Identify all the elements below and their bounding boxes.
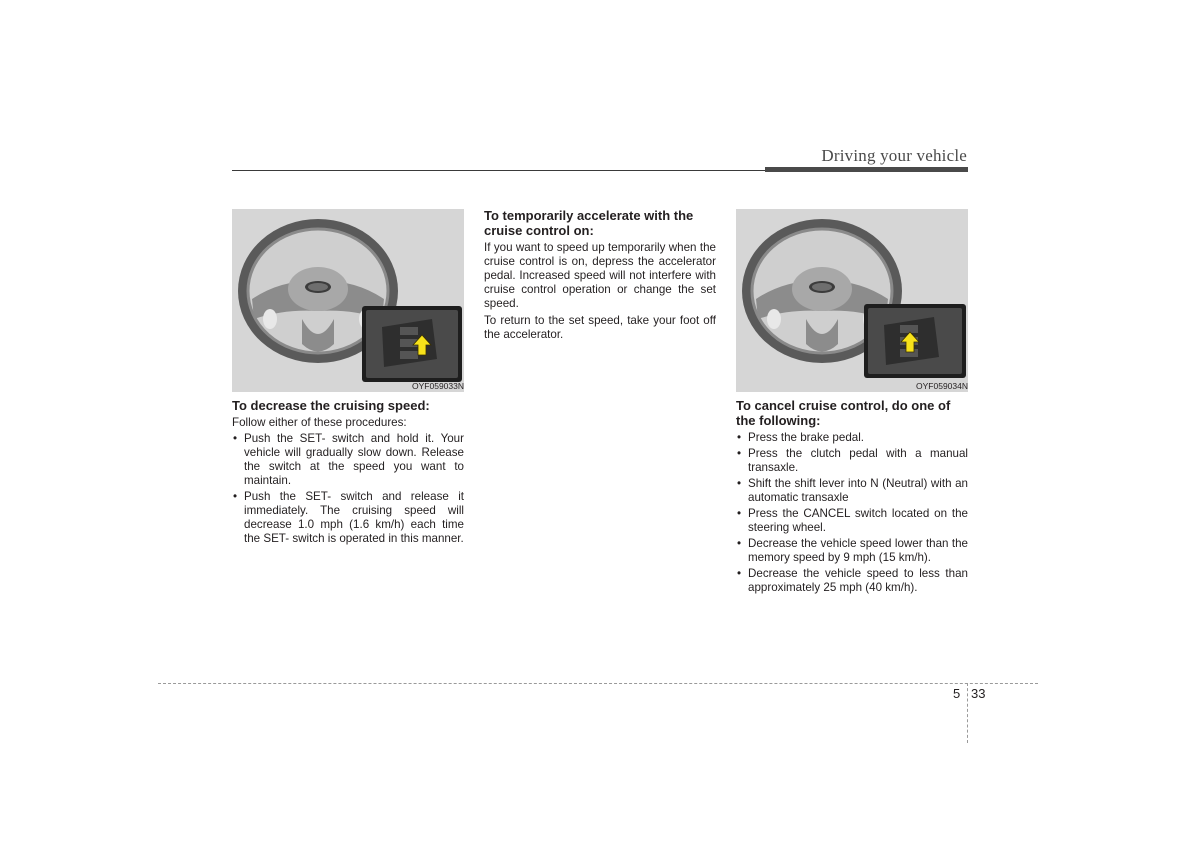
list-item: • Push the SET- switch and hold it. Your vehicle will gradually slow down. Release the switch at the speed you want to maintain.	[233, 432, 464, 487]
bullet-list	[736, 431, 968, 597]
header-rule	[232, 170, 765, 171]
paragraph: To return to the set speed, take your foot off the accelerator.	[484, 314, 716, 341]
list-item: • Shift the shift lever into N (Neutral) with an automatic transaxle	[737, 477, 968, 504]
chapter-number: 5	[953, 686, 961, 701]
running-header: Driving your vehicle	[821, 146, 967, 165]
list-item: • Decrease the vehicle speed lower than the memory speed by 9 mph (15 km/h).	[737, 537, 968, 564]
bullet-list	[232, 432, 464, 548]
footer-rule	[158, 683, 1038, 684]
list-item: • Press the clutch pedal with a manual transaxle.	[737, 447, 968, 474]
section-intro: Follow either of these procedures:	[232, 416, 407, 429]
list-item: • Press the brake pedal.	[737, 431, 865, 444]
page-number: 33	[971, 686, 986, 701]
steering-wheel-image	[736, 209, 968, 392]
figure-code: OYF059033N	[412, 381, 464, 391]
figure-code: OYF059034N	[916, 381, 968, 391]
figure-steering-wheel-1	[232, 209, 464, 392]
section-heading: To cancel cruise control, do one of the following:	[736, 398, 951, 428]
list-item: • Push the SET- switch and release it immediately. The cruising speed will decrease 1.0 mph (1.6 km/h) each time the SET- switch is operated in this manner.	[233, 490, 464, 545]
section-heading: To temporarily accelerate with the cruise control on:	[484, 208, 694, 238]
section-heading: To decrease the cruising speed:	[232, 398, 430, 413]
header-bar	[765, 167, 968, 172]
paragraph: If you want to speed up temporarily when the cruise control is on, depress the accelerator pedal. Increased speed will not interfere with cruise control operation or change the set speed.	[484, 241, 716, 310]
list-item: • Decrease the vehicle speed to less than approximately 25 mph (40 km/h).	[737, 567, 968, 594]
steering-wheel-image	[232, 209, 464, 392]
figure-steering-wheel-2	[736, 209, 968, 392]
page-divider	[967, 683, 968, 743]
list-item: • Press the CANCEL switch located on the steering wheel.	[737, 507, 968, 534]
